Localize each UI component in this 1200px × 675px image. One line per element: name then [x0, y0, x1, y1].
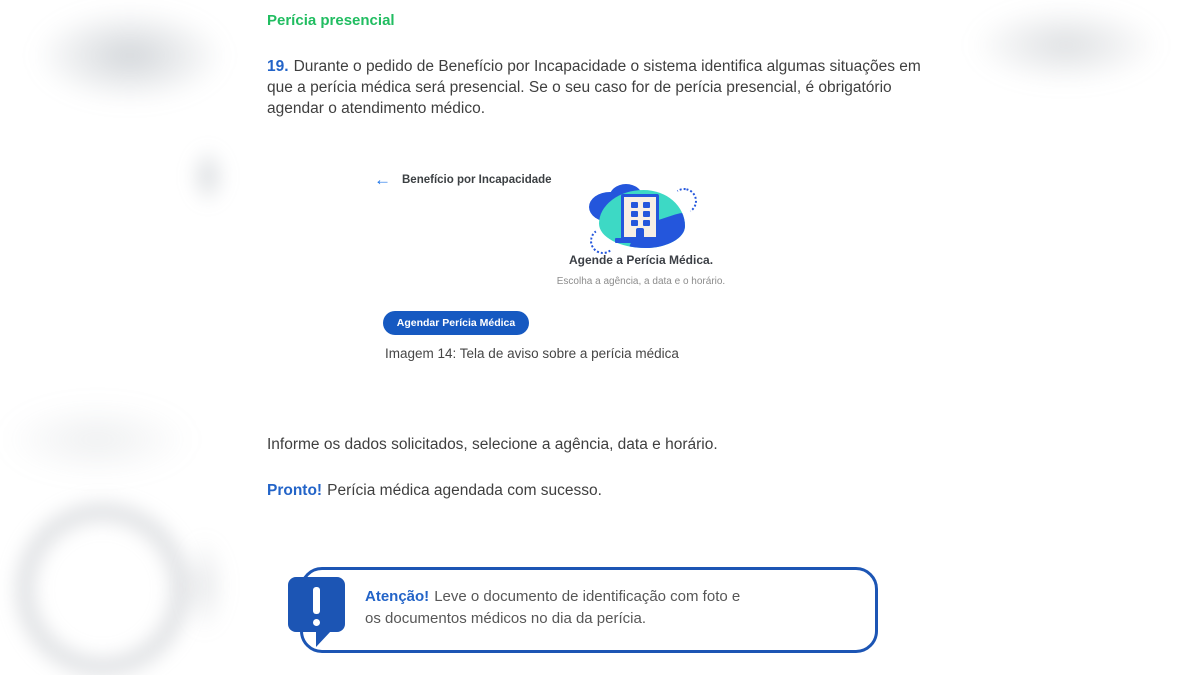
background-blur-blob-left-lower — [0, 402, 195, 477]
medical-agency-illustration — [595, 186, 689, 250]
background-blur-blob-left — [188, 145, 228, 207]
section-heading: Perícia presencial — [267, 12, 395, 29]
background-blur-blob-top-right — [972, 6, 1160, 84]
building-windows — [624, 202, 656, 226]
callout-line-2: os documentos médicos no dia da perícia. — [365, 610, 646, 627]
back-navigation[interactable] — [374, 171, 552, 188]
speech-bubble-tail — [316, 631, 331, 647]
building-icon — [621, 194, 659, 240]
exclamation-speech-bubble-icon — [288, 577, 345, 632]
screenshot-subtitle: Escolha a agência, a data e o horário. — [556, 276, 726, 287]
screenshot-title: Agende a Perícia Médica. — [568, 253, 714, 267]
exclamation-dot — [313, 619, 320, 626]
callout-text — [365, 586, 740, 630]
pronto-label: Pronto! — [267, 482, 323, 499]
callout-line-1 — [365, 586, 740, 608]
step-text: Durante o pedido de Benefício por Incapacidade o sistema identifica algumas situações em que a perícia médica será presencial. Se o seu caso for de perícia presencial, é obrigatório agendar o atendimento médico. — [267, 58, 921, 117]
pronto-text: Perícia médica agendada com sucesso. — [327, 482, 602, 499]
pronto-line — [267, 482, 602, 500]
back-label: Benefício por Incapacidade — [402, 173, 552, 186]
back-arrow-icon[interactable]: ← — [374, 170, 391, 189]
callout-label: Atenção! — [365, 588, 430, 605]
callout-line-1-text: Leve o documento de identificação com foto e — [434, 588, 741, 605]
building-door — [636, 228, 644, 237]
background-blur-blob-left-edge — [182, 535, 227, 635]
figure-caption: Imagem 14: Tela de aviso sobre a perícia médica — [385, 346, 679, 361]
background-blur-ring-bottom-left — [5, 492, 200, 675]
exclamation-bar — [313, 587, 320, 614]
step-paragraph — [267, 56, 922, 119]
building-base — [615, 238, 665, 243]
step-number: 19. — [267, 58, 289, 75]
agendar-pericia-button[interactable]: Agendar Perícia Médica — [383, 311, 529, 335]
informe-text: Informe os dados solicitados, selecione a agência, data e horário. — [267, 436, 718, 453]
background-blur-blob-top-left — [35, 8, 225, 103]
